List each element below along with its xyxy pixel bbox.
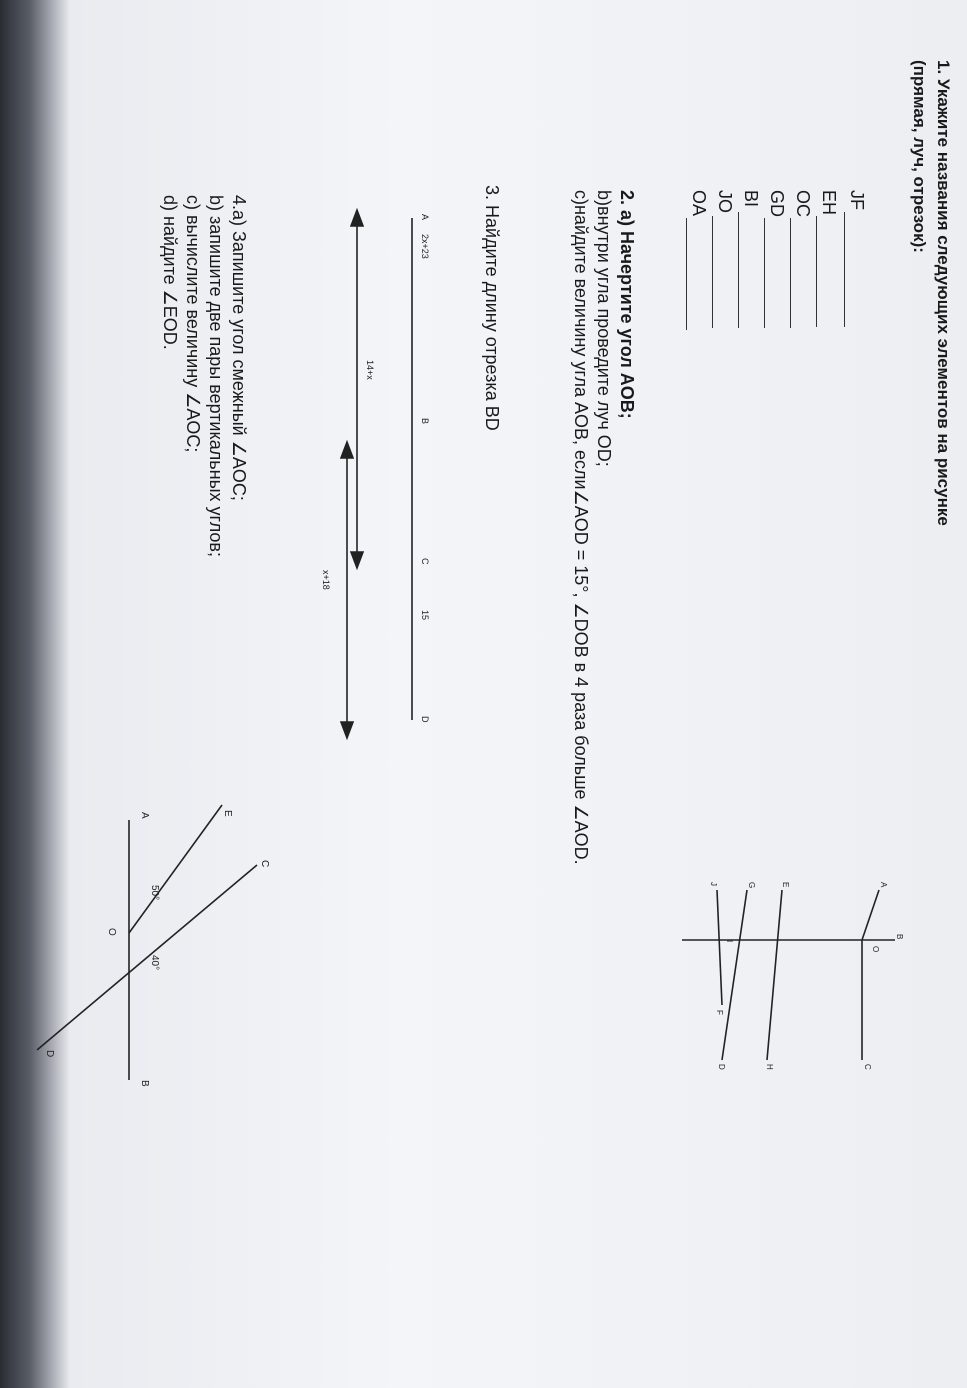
- q1-answer-line[interactable]: [844, 212, 845, 327]
- fig3-label-ac: 2x+23: [420, 234, 430, 259]
- fig1-label: E: [781, 882, 790, 888]
- q2-c: c)найдите величину угла AOB, если∠AOD = 15°, ∠DOB в 4 раза больше ∠AOD.: [571, 190, 591, 865]
- figure-4-angles: [7, 750, 277, 1170]
- q4-a: 4.a) Запишите угол смежный ∠AOC;: [229, 195, 249, 501]
- fig3-label-c: C: [420, 558, 430, 565]
- fig4-label: C: [259, 860, 270, 868]
- q2-b: b)внутри угла проведите луч OD;: [594, 190, 614, 467]
- q1-item-eh: EH: [819, 190, 839, 216]
- fig3-label-a: A: [420, 214, 430, 221]
- fig3-label-cd: 15: [420, 610, 430, 621]
- q1-answer-line[interactable]: [790, 218, 791, 328]
- fig1-label: I: [725, 940, 734, 943]
- q1-answer-line[interactable]: [764, 218, 765, 328]
- fig4-label: E: [222, 810, 233, 817]
- fig1-label: C: [863, 1064, 872, 1070]
- fig1-line-eh: [767, 890, 782, 1060]
- fig3-arrowhead: [341, 442, 353, 458]
- q1-subtitle: (прямая, луч, отрезок):: [910, 60, 929, 253]
- fig4-label: D: [44, 1050, 55, 1058]
- figure-3-bd: [297, 430, 397, 750]
- fig1-label: O: [871, 946, 880, 953]
- fig1-line-ji: [717, 890, 722, 1005]
- fig3-arrowhead: [351, 210, 363, 226]
- fig3-label-b: B: [420, 418, 430, 425]
- q1-item-jf: JF: [847, 190, 867, 210]
- fig3-label-bd: x+18: [321, 570, 331, 590]
- fig4-ray-oe: [129, 805, 222, 933]
- q1-title: 1. Укажите названия следующих элементов на рисунке: [934, 60, 953, 526]
- fig4-label: 40°: [149, 955, 160, 971]
- fig1-line-gd: [722, 890, 747, 1060]
- q4-d: d) найдите ∠EOD.: [160, 195, 180, 350]
- fig4-label: O: [106, 928, 117, 936]
- q1-answer-line[interactable]: [686, 218, 687, 330]
- fig4-line-cd: [37, 865, 257, 1050]
- fig4-label: B: [139, 1080, 150, 1087]
- fig1-label: A: [879, 882, 888, 888]
- fig1-label: D: [717, 1064, 726, 1070]
- fig4-label: 50°: [149, 885, 160, 901]
- q4-c: c) вычислите величину ∠AOC;: [183, 195, 203, 453]
- fig4-label: A: [139, 812, 150, 819]
- q1-item-bi: BI: [741, 190, 761, 208]
- q3-title: 3. Найдите длину отрезка BD: [482, 185, 502, 431]
- q1-item-oc: OC: [793, 190, 813, 217]
- figure-1-lines: [657, 860, 917, 1100]
- fig3-label-d: D: [420, 716, 430, 723]
- q2-a: 2. a) Начертите угол AOB;: [617, 190, 637, 419]
- q1-item-oa: OA: [689, 190, 709, 217]
- fig1-label: J: [709, 882, 718, 886]
- fig3-label-ab: 14+x: [365, 360, 375, 380]
- fig1-label: B: [895, 934, 904, 940]
- q4-b: b) запишите две пары вертикальных углов;: [206, 195, 226, 557]
- q1-item-jo: JO: [715, 190, 735, 214]
- fig1-label: H: [765, 1064, 774, 1070]
- q1-item-gd: GD: [767, 190, 787, 217]
- q1-answer-line[interactable]: [712, 216, 713, 328]
- fig1-line-ao: [862, 890, 879, 940]
- fig3-arrowhead: [341, 722, 353, 738]
- q1-answer-line[interactable]: [738, 212, 739, 328]
- q1-answer-line[interactable]: [816, 216, 817, 327]
- fig1-label: F: [715, 1010, 724, 1015]
- fig1-label: G: [747, 882, 756, 889]
